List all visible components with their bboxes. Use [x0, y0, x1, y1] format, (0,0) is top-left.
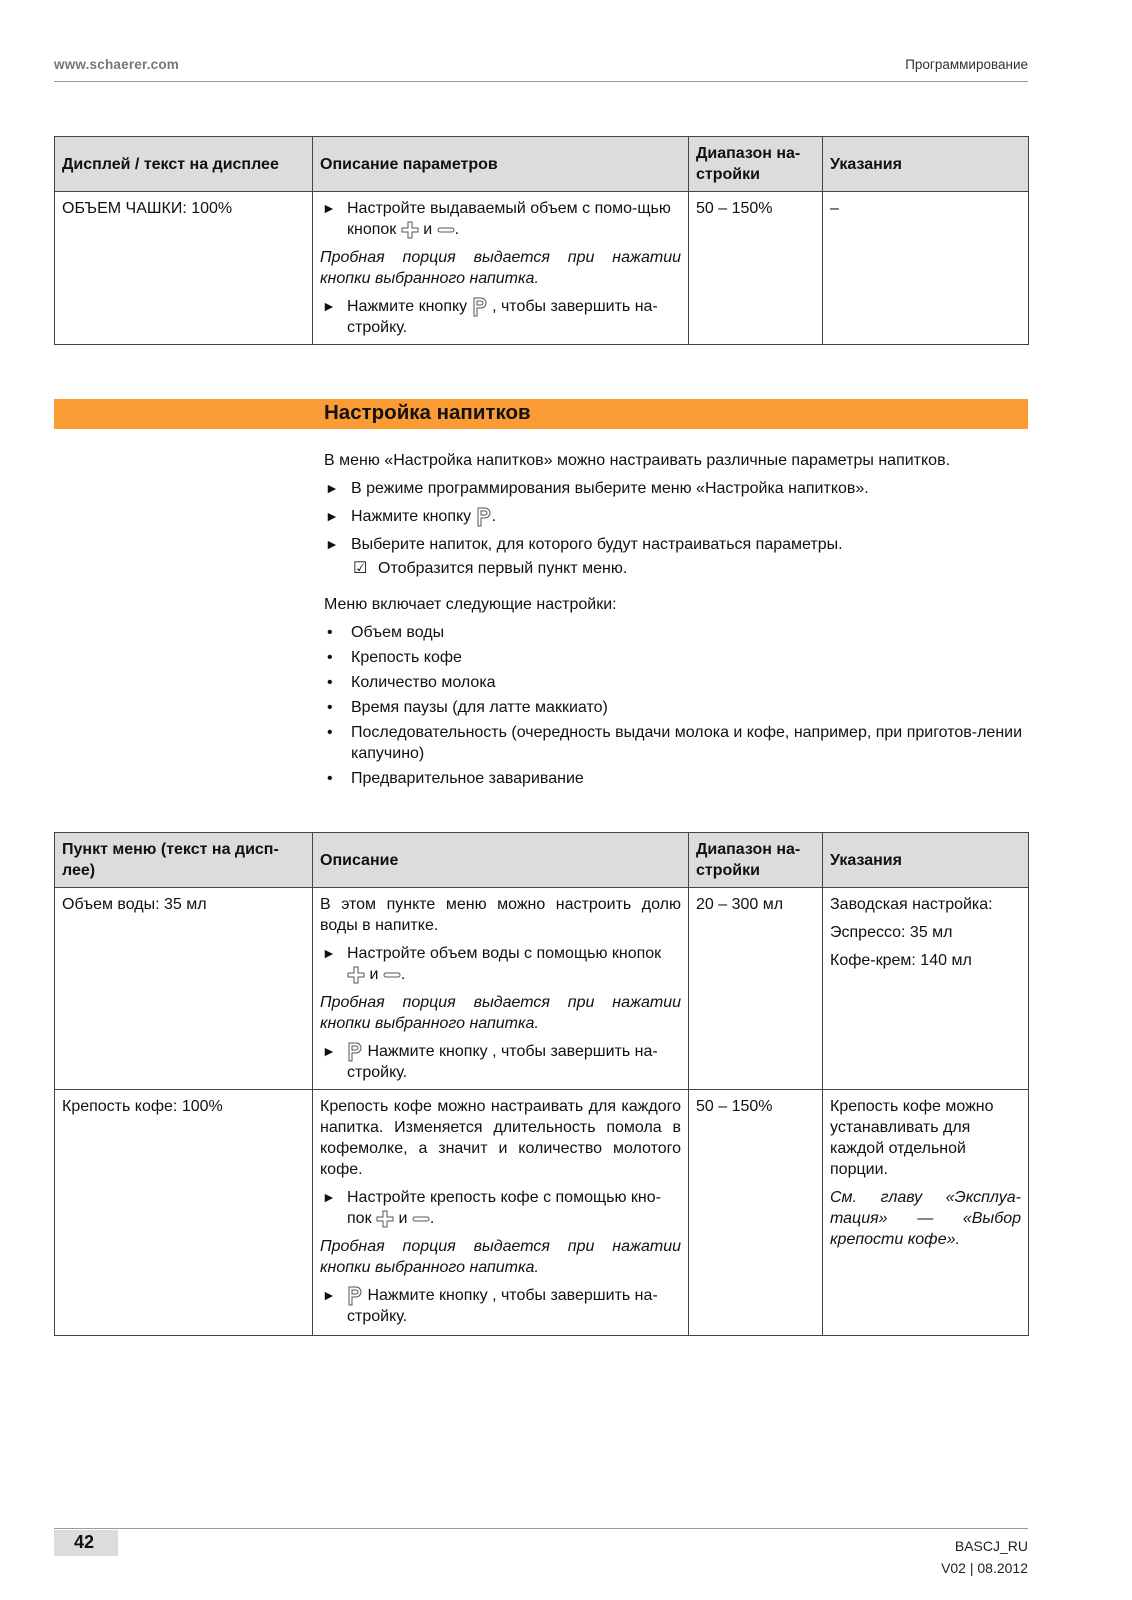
arrow-icon: ►: [322, 945, 336, 961]
menu-items-list: [324, 622, 1028, 789]
trial-note: Пробная порция выдается при нажатии кнопки выбранного напитка.: [320, 994, 681, 1032]
menu-intro: Меню включает следующие настройки:: [324, 596, 617, 613]
list-item: • Количество молока: [327, 674, 496, 691]
col-notes: Указания: [823, 833, 1029, 888]
section-heading-bar: [54, 399, 1028, 429]
arrow-icon: ►: [322, 1287, 336, 1303]
col-display: Дисплей / текст на дисплее: [55, 137, 313, 192]
instruction-step: ► Настройте крепость кофе с помощью кно-пок и .: [322, 1189, 661, 1227]
arrow-icon: ►: [325, 480, 339, 496]
arrow-icon: ►: [322, 200, 336, 216]
page-footer: [54, 1528, 1028, 1576]
list-item: • Предварительное заваривание: [327, 770, 584, 787]
notes-cell: Крепость кофе можно устанавливать для каждой отдельной порции. См. главу «Эксплуа-тация» — «Выбор крепости кофе».: [823, 1090, 1029, 1336]
page-header: [54, 56, 1028, 82]
list-item: • Время паузы (для латте маккиато): [327, 699, 608, 716]
plus-button-icon: [376, 1210, 394, 1228]
arrow-icon: ►: [322, 1189, 336, 1205]
instruction-step: ► Настройте выдаваемый объем с помо-щью кнопок и .: [322, 200, 671, 238]
arrow-icon: ►: [325, 536, 339, 552]
instruction-step: ► Выберите напиток, для которого будут настраиваться параметры.: [325, 536, 843, 553]
range-value: 20 – 300 мл: [689, 888, 823, 1090]
col-menu-item: Пункт меню (текст на дисп-лее): [55, 833, 313, 888]
trial-note: Пробная порция выдается при нажатии кнопки выбранного напитка.: [320, 1238, 681, 1276]
section-title: Настройка напитков: [324, 401, 531, 424]
description-cell: Крепость кофе можно настраивать для каждого напитка. Изменяется длительность помола в кофемолке, а значит и количество молотого кофе. ► Настройте крепость кофе с помощью кно-пок и . Пробная порция выдается при нажатии кнопки выбранного напитка. ► Нажмите кнопку , чтобы завершить на-стройку.: [313, 1090, 689, 1336]
arrow-icon: ►: [325, 508, 339, 524]
table-row: [55, 1090, 1029, 1336]
p-button-icon: [472, 297, 488, 317]
description-cell: [313, 192, 689, 345]
page-number: 42: [54, 1530, 118, 1556]
instruction-step: ► В режиме программирования выберите меню «Настройка напитков».: [325, 480, 869, 497]
display-text: ОБЪЕМ ЧАШКИ: 100%: [55, 192, 313, 345]
p-button-icon: [476, 507, 492, 527]
menu-item-text: Объем воды: 35 мл: [55, 888, 313, 1090]
plus-button-icon: [347, 966, 365, 984]
p-button-icon: [347, 1042, 363, 1062]
table-row: [55, 888, 1029, 1090]
list-item: • Последовательность (очередность выдачи молока и кофе, например, при приготов-лении капучино): [327, 724, 1023, 762]
notes-cell: Заводская настройка: Эспрессо: 35 мл Кофе-крем: 140 мл: [823, 888, 1029, 1090]
instruction-step: ► Нажмите кнопку , чтобы завершить на-стройку.: [322, 298, 658, 336]
minus-button-icon: [383, 970, 401, 980]
section-name: Программирование: [905, 57, 1028, 72]
site-url: www.schaerer.com: [54, 57, 180, 72]
drink-settings-table: [54, 832, 1029, 1336]
p-button-icon: [347, 1286, 363, 1306]
checkbox-icon: ☑: [353, 560, 368, 577]
instruction-step: ► Нажмите кнопку , чтобы завершить на-стройку.: [322, 1043, 658, 1081]
col-description: Описание: [313, 833, 689, 888]
list-item: • Объем воды: [327, 624, 445, 641]
notes-value: –: [823, 192, 1029, 345]
plus-button-icon: [401, 221, 419, 239]
instruction-step: ► Нажмите кнопку , чтобы завершить на-стройку.: [322, 1287, 658, 1325]
minus-button-icon: [412, 1214, 430, 1224]
arrow-icon: ►: [322, 298, 336, 314]
instruction-step: ► Нажмите кнопку .: [325, 508, 497, 525]
description-cell: В этом пункте меню можно настроить долю воды в напитке. ► Настройте объем воды с помощью кнопок и . Пробная порция выдается при нажатии кнопки выбранного напитка. ► Нажмите кнопку , чтобы завершить на-стройку.: [313, 888, 689, 1090]
minus-button-icon: [437, 225, 455, 235]
range-value: 50 – 150%: [689, 192, 823, 345]
arrow-icon: ►: [322, 1043, 336, 1059]
range-value: 50 – 150%: [689, 1090, 823, 1336]
table-row: [55, 192, 1029, 345]
menu-item-text: Крепость кофе: 100%: [55, 1090, 313, 1336]
section-body: [324, 450, 1028, 793]
document-id: BASCJ_RU V02 | 08.2012: [941, 1538, 1028, 1576]
instruction-step: ► Настройте объем воды с помощью кнопок и .: [322, 945, 662, 983]
trial-note: Пробная порция выдается при нажатии кнопки выбранного напитка.: [320, 249, 681, 287]
cross-reference: См. главу «Эксплуа-тация» — «Выбор крепости кофе».: [830, 1189, 1021, 1248]
result-line: ☑ Отобразится первый пункт меню.: [353, 560, 628, 577]
col-notes: Указания: [823, 137, 1029, 192]
cup-volume-table: [54, 136, 1029, 345]
col-description: Описание параметров: [313, 137, 689, 192]
intro-text: В меню «Настройка напитков» можно настраивать различные параметры напитков.: [324, 452, 951, 469]
col-range: Диапазон на-стройки: [689, 833, 823, 888]
col-range: Диапазон на-стройки: [689, 137, 823, 192]
list-item: • Крепость кофе: [327, 649, 462, 666]
